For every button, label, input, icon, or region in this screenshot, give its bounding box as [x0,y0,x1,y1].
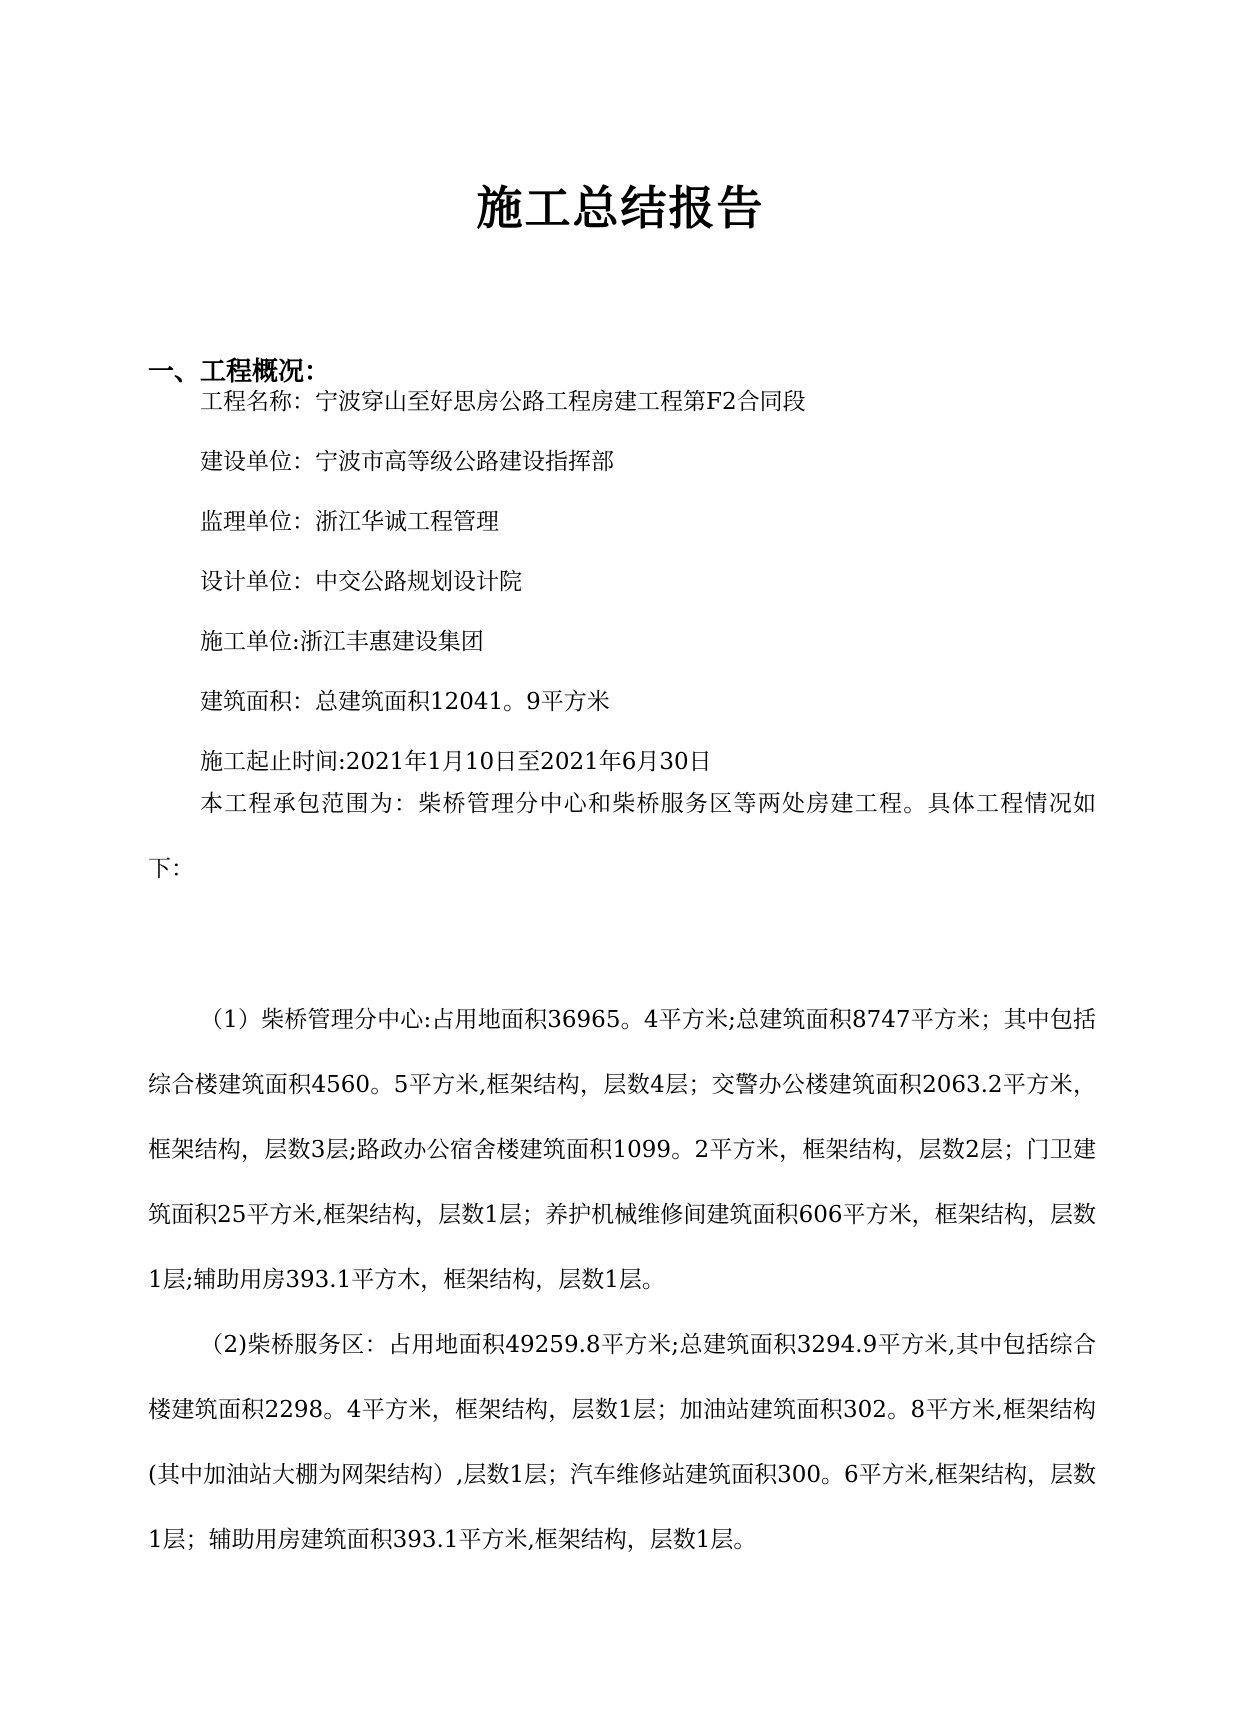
item2-paragraph: （2)柴桥服务区：占用地面积49259.8平方米;总建筑面积3294.9平方米,其中包括综合楼建筑面积2298。4平方米，框架结构，层数1层；加油站建筑面积302。8平方米,框架结构(其中加油站大棚为网架结构）,层数1层；汽车维修站建筑面积300。6平方米,框架结构，层数1层；辅助用房建筑面积393.1平方米,框架结构，层数1层。 [148,1332,1096,1553]
item1-paragraph: （1）柴桥管理分中心:占用地面积36965。4平方米;总建筑面积8747平方米；其中包括综合楼建筑面积4560。5平方米,框架结构，层数4层；交警办公楼建筑面积2063.2平方米，框架结构，层数3层;路政办公宿舍楼建筑面积1099。2平方米，框架结构，层数2层；门卫建筑面积25平方米,框架结构，层数1层；养护机械维修间建筑面积606平方米，框架结构，层数1层;辅助用房393.1平方木，框架结构，层数1层。 [148,1007,1096,1293]
info-line-construction-period: 施工起止时间:2021年1月10日至2021年6月30日 [200,749,712,775]
scope-paragraph: 本工程承包范围为：柴桥管理分中心和柴桥服务区等两处房建工程。具体工程情况如下： [148,791,1096,882]
info-line-building-area: 建筑面积：总建筑面积12041。9平方米 [200,689,610,715]
document-title: 施工总结报告 [476,181,765,235]
info-line-owner: 建设单位：宁波市高等级公路建设指挥部 [200,449,614,475]
info-line-designer: 设计单位：中交公路规划设计院 [200,569,522,595]
info-line-project-name: 工程名称：宁波穿山至好思房公路工程房建工程第F2合同段 [200,389,806,415]
section-heading-overview: 一、工程概况： [148,357,331,387]
info-line-contractor: 施工单位:浙江丰惠建设集团 [200,629,484,655]
info-line-supervisor: 监理单位：浙江华诚工程管理 [200,509,499,535]
